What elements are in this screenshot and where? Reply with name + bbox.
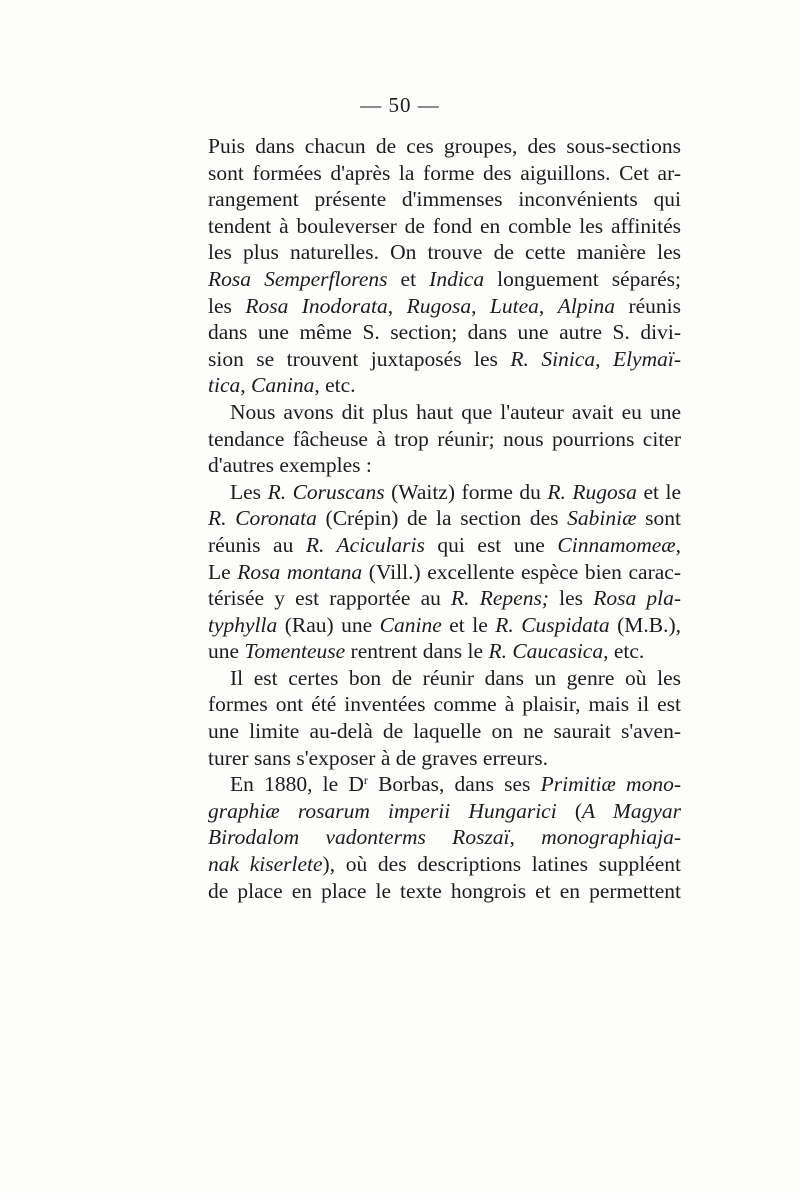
italic-text-segment: Lutea — [489, 293, 539, 318]
text-line — [208, 239, 681, 266]
italic-text-segment: R. Rugosa — [547, 479, 637, 504]
text-segment: Borbas, dans ses — [367, 772, 541, 797]
text-segment: (Crépin) de la section des — [316, 506, 568, 531]
text-segment: , — [387, 293, 407, 318]
text-segment: Les — [230, 479, 268, 504]
text-line — [208, 798, 681, 825]
italic-text-segment: Birodalom vadonterms Roszaï — [208, 825, 510, 850]
text-line — [208, 293, 681, 320]
text-segment: , — [509, 825, 542, 850]
italic-text-segment: Primitiæ mono- — [540, 772, 681, 797]
text-segment: réunis — [615, 293, 682, 318]
text-segment: , — [595, 346, 613, 371]
italic-text-segment: Indica — [429, 266, 485, 291]
italic-text-segment: R. Caucasica — [488, 639, 604, 664]
text-line — [208, 612, 681, 639]
italic-text-segment: Sabiniæ — [567, 506, 637, 531]
text-segment: Le — [208, 559, 238, 584]
text-segment: dans une même S. section; dans une autre S. divi- — [208, 320, 681, 345]
text-line — [208, 745, 681, 772]
body-text — [208, 133, 681, 904]
text-segment: , — [471, 293, 490, 318]
text-segment: de place en place le texte hongrois et en permettent — [208, 878, 681, 903]
italic-text-segment: Tomenteuse — [244, 639, 346, 664]
text-line — [208, 426, 681, 453]
text-line — [208, 346, 681, 373]
text-segment: , — [538, 293, 558, 318]
text-line — [208, 213, 681, 240]
text-line — [208, 559, 681, 586]
italic-text-segment: tica — [208, 373, 241, 398]
text-segment: térisée y est rapportée au — [208, 586, 452, 611]
italic-text-segment: Elymaï- — [612, 346, 681, 371]
text-line — [208, 585, 681, 612]
italic-text-segment: typhylla — [208, 612, 278, 637]
text-segment: longuement séparés; — [484, 266, 681, 291]
text-segment: réunis au — [208, 532, 306, 557]
text-segment: les — [208, 293, 246, 318]
text-segment: (Waitz) forme du — [384, 479, 548, 504]
text-line — [208, 266, 681, 293]
text-segment: une — [208, 639, 245, 664]
text-segment: qui est une — [424, 532, 558, 557]
italic-text-segment: Rosa pla- — [593, 586, 681, 611]
text-line — [208, 665, 681, 692]
text-segment: (Vill.) excellente espèce bien carac- — [362, 559, 682, 584]
page-number: — 50 — — [360, 93, 440, 117]
text-segment: et — [387, 266, 430, 291]
italic-text-segment: Alpina — [557, 293, 616, 318]
italic-text-segment: nak kiserlete — [208, 852, 323, 877]
italic-text-segment: R. Coruscans — [267, 479, 385, 504]
text-segment: tendance fâcheuse à trop réunir; nous pourrions citer — [208, 426, 681, 451]
text-line — [208, 479, 681, 506]
text-segment: sion se trouvent juxtaposés les — [208, 346, 511, 371]
text-segment: , — [675, 532, 681, 557]
text-segment: les plus naturelles. On trouve de cette manière les — [208, 240, 681, 265]
text-line — [208, 319, 681, 346]
text-segment: (M.B.), — [609, 612, 681, 637]
text-segment: ), où des descriptions latines suppléent — [322, 852, 681, 877]
text-line — [208, 878, 681, 905]
italic-text-segment: R. Coronata — [208, 506, 317, 531]
text-segment: Puis dans chacun de ces groupes, des sous-sections — [208, 134, 681, 158]
text-line — [208, 160, 681, 187]
text-segment: rentrent dans le — [345, 639, 489, 664]
text-line — [208, 824, 681, 851]
text-segment: les — [548, 586, 594, 611]
italic-text-segment: R. Sinica — [510, 346, 596, 371]
italic-text-segment: R. Cuspidata — [495, 612, 610, 637]
text-segment: ( — [556, 798, 583, 823]
text-segment: et le — [636, 479, 681, 504]
text-segment: rangement présente d'immenses inconvénients qui — [208, 187, 681, 212]
text-segment: En 1880, le D — [230, 772, 364, 797]
text-segment: formes ont été inventées comme à plaisir, mais il est — [208, 692, 681, 717]
italic-text-segment: Rosa montana — [237, 559, 363, 584]
text-line — [208, 771, 681, 798]
text-segment: Il est certes bon de réunir dans un genre où les — [230, 665, 681, 690]
italic-text-segment: Canina — [251, 373, 315, 398]
text-segment: turer sans s'exposer à de graves erreurs. — [208, 745, 548, 770]
text-line — [208, 372, 681, 399]
italic-text-segment: monographiaja- — [541, 825, 681, 850]
text-segment: (Rau) une — [277, 612, 380, 637]
text-line — [208, 452, 681, 479]
text-line — [208, 399, 681, 426]
text-segment: d'autres exemples : — [208, 453, 372, 478]
italic-text-segment: Rosa Semperflorens — [208, 266, 388, 291]
italic-text-segment: graphiæ rosarum imperii Hungarici — [208, 798, 557, 823]
text-segment: tendent à bouleverser de fond en comble les affinités — [208, 213, 681, 238]
text-segment: une limite au-delà de laquelle on ne saurait s'aven- — [208, 719, 681, 744]
text-segment: sont formées d'après la forme des aiguillons. Cet ar- — [208, 160, 681, 185]
italic-text-segment: A Magyar — [582, 798, 681, 823]
text-line — [208, 186, 681, 213]
text-segment: r — [363, 773, 368, 788]
italic-text-segment: Rosa Inodorata — [245, 293, 388, 318]
text-line — [208, 133, 681, 160]
text-line — [208, 532, 681, 559]
italic-text-segment: R. Acicularis — [305, 532, 425, 557]
text-segment: Nous avons dit plus haut que l'auteur avait eu une — [230, 399, 681, 424]
text-segment: et le — [441, 612, 496, 637]
italic-text-segment: Cinnamomeæ — [557, 532, 676, 557]
text-segment: , — [240, 373, 251, 398]
text-segment: sont — [636, 506, 681, 531]
text-segment: , etc. — [314, 373, 356, 398]
text-line — [208, 505, 681, 532]
text-line — [208, 638, 681, 665]
italic-text-segment: Canine — [379, 612, 442, 637]
italic-text-segment: Rugosa — [406, 293, 472, 318]
text-line — [208, 691, 681, 718]
text-line — [208, 718, 681, 745]
text-line — [208, 851, 681, 878]
text-segment: , etc. — [603, 639, 645, 664]
italic-text-segment: R. Repens; — [451, 586, 549, 611]
